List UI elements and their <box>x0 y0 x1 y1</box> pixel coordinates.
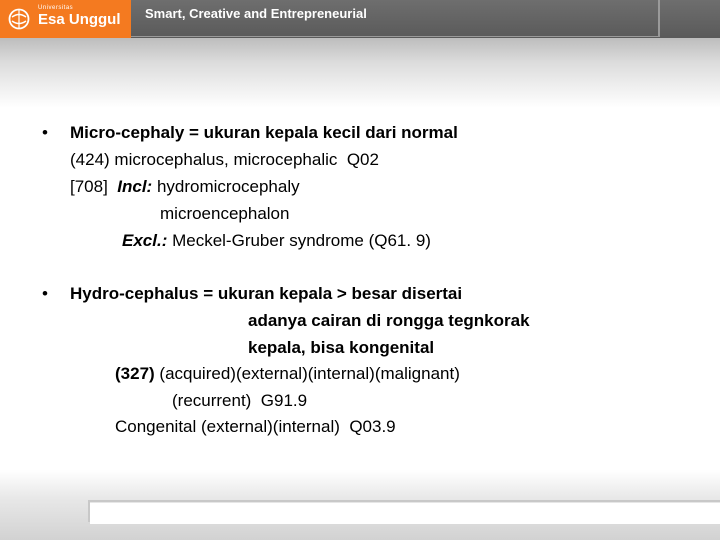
item-1-line-3: [708] Incl: hydromicrocephaly <box>70 177 300 196</box>
bullet-marker: • <box>42 123 48 142</box>
item-1-line-2: (424) microcephalus, microcephalic Q02 <box>70 150 379 169</box>
logo-subtext: Universitas <box>38 5 74 11</box>
item-1-line-4: microencephalon <box>160 204 290 223</box>
item-2-line-5: (recurrent) G91.9 <box>172 391 308 410</box>
item-2-line-3: kepala, bisa kongenital <box>248 338 435 357</box>
item-2-line-6: Congenital (external)(internal) Q03.9 <box>115 417 396 436</box>
bullet-marker: • <box>42 284 48 303</box>
logo-name: Esa Unggul <box>38 11 121 28</box>
item-1-line-5: Excl.: Meckel-Gruber syndrome (Q61. 9) <box>122 231 431 250</box>
footer-divider <box>88 500 720 502</box>
footer-vertical-divider <box>88 500 90 522</box>
header-tagline: Smart, Creative and Entrepreneurial <box>145 6 367 21</box>
footer-bar <box>90 503 720 524</box>
item-2-line-2: adanya cairan di rongga tegnkorak <box>248 311 530 330</box>
item-2-heading: Hydro-cephalus = ukuran kepala > besar disertai <box>70 284 463 303</box>
item-2-line-4: (327) (acquired)(external)(internal)(malignant) <box>115 364 460 383</box>
item-1-heading: Micro-cephaly = ukuran kepala kecil dari normal <box>70 123 458 142</box>
